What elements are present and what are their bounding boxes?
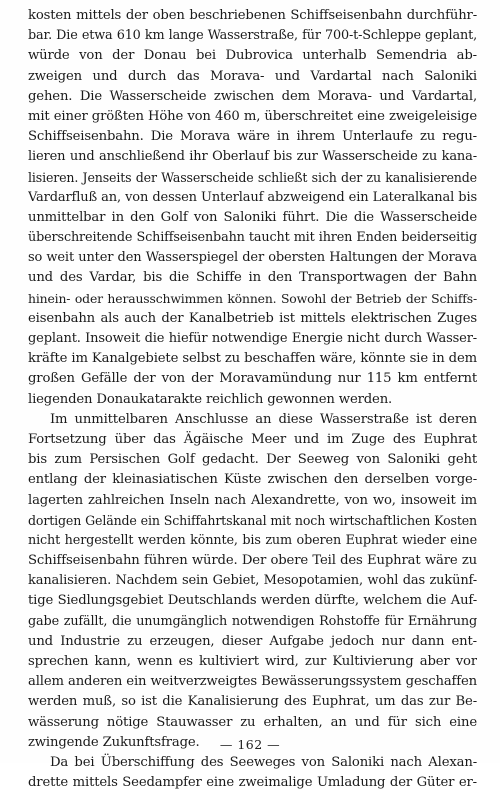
text-line: entlang der kleinasiatischen Küste zwischen den derselben vorge- (28, 472, 477, 488)
text-line: Schiffseisenbahn führen würde. Der obere Teil des Euphrat wäre zu (28, 553, 477, 569)
body-text (28, 6, 477, 793)
text-line: nicht hergestellt werden könnte, bis zum oberen Euphrat wieder eine (28, 532, 477, 548)
page-number: — 162 — (219, 737, 281, 752)
text-line: hinein- oder herausschwimmen können. Sowohl der Betrieb der Schiffs- (28, 290, 477, 306)
text-line: sprechen kann, wenn es kultiviert wird, zur Kultivierung aber vor (28, 654, 477, 669)
text-line: bis zum Persischen Golf gedacht. Der Seeweg von Saloniki geht (28, 452, 477, 468)
text-line: kosten mittels der oben beschriebenen Schiffseisenbahn durchführ- (28, 8, 477, 23)
text-line: eisenbahn als auch der Kanalbetrieb ist mittels elektrischen Zuges (28, 310, 477, 326)
text-line: kräfte im Kanalgebiete selbst zu beschaffen wäre, könnte sie in dem (28, 351, 477, 367)
text-line: tige Siedlungsgebiet Deutschlands werden dürfte, welchem die Auf- (28, 593, 477, 609)
text-line: allem anderen ein weitverzweigtes Bewässerungssystem geschaffen (28, 674, 477, 690)
text-line: überschreitende Schiffseisenbahn taucht mit ihren Enden beiderseitig (28, 230, 477, 246)
text-line: dortigen Gelände ein Schiffahrtskanal mit noch wirtschaftlichen Kosten (28, 512, 477, 528)
text-line: werden muß, so ist die Kanalisierung des Euphrat, um das zur Be- (28, 694, 477, 710)
text-line: lisieren. Jenseits der Wasserscheide schließt sich der zu kanalisierende (28, 169, 477, 185)
text-line: bar. Die etwa 610 km lange Wasserstraße, für 700-t-Schleppe geplant, (28, 28, 477, 44)
text-line: gehen. Die Wasserscheide zwischen dem Morava- und Vardartal, (28, 88, 477, 104)
text-line: geplant. Insoweit die hiefür notwendige Energie nicht durch Wasser- (28, 331, 477, 346)
text-line: kanalisieren. Nachdem sein Gebiet, Mesopotamien, wohl das zukünf- (28, 573, 477, 589)
text-line: Da bei Überschiffung des Seeweges von Saloniki nach Alexan- (50, 754, 477, 770)
text-line: wässerung nötige Stauwasser zu erhalten, an und für sich eine (28, 714, 477, 730)
text-line: liegenden Donaukatarakte reichlich gewonnen werden. (28, 391, 393, 407)
text-line: würde von der Donau bei Dubrovica unterhalb Semendria ab- (28, 48, 477, 64)
text-line: Im unmittelbaren Anschlusse an diese Wasserstraße ist deren (50, 411, 477, 427)
text-line: Fortsetzung über das Ägäische Meer und im Zuge des Euphrat (28, 431, 477, 447)
text-line: so weit unter den Wasserspiegel der obersten Haltungen der Morava (28, 250, 477, 266)
text-line: drette mittels Seedampfer eine zweimalige Umladung der Güter er- (28, 775, 477, 791)
text-line: Vardarfluß an, von dessen Unterlauf abzweigend ein Lateralkanal bis (28, 189, 477, 205)
text-line: gabe zufällt, die unumgänglich notwendigen Rohstoffe für Ernährung (28, 613, 477, 629)
text-line: unmittelbar in den Golf von Saloniki führt. Die die Wasserscheide (28, 209, 477, 225)
text-line: lieren und anschließend ihr Oberlauf bis zur Wasserscheide zu kana- (28, 149, 477, 165)
text-line: großen Gefälle der von der Moravamündung nur 115 km entfernt (28, 371, 477, 387)
text-line: Schiffseisenbahn. Die Morava wäre in ihrem Unterlaufe zu regu- (28, 129, 477, 145)
text-line: und Industrie zu erzeugen, dieser Aufgabe jedoch nur dann ent- (28, 633, 477, 649)
text-line: zwingende Zukunftsfrage. (28, 734, 200, 750)
text-line: und des Vardar, bis die Schiffe in den Transportwagen der Bahn (28, 270, 477, 286)
text-line: zweigen und durch das Morava- und Vardartal nach Saloniki (28, 68, 477, 84)
text-line: lagerten zahlreichen Inseln nach Alexandrette, von wo, insoweit im (28, 492, 477, 508)
text-line: mit einer größten Höhe von 460 m, überschreitet eine zweigeleisige (28, 108, 477, 124)
